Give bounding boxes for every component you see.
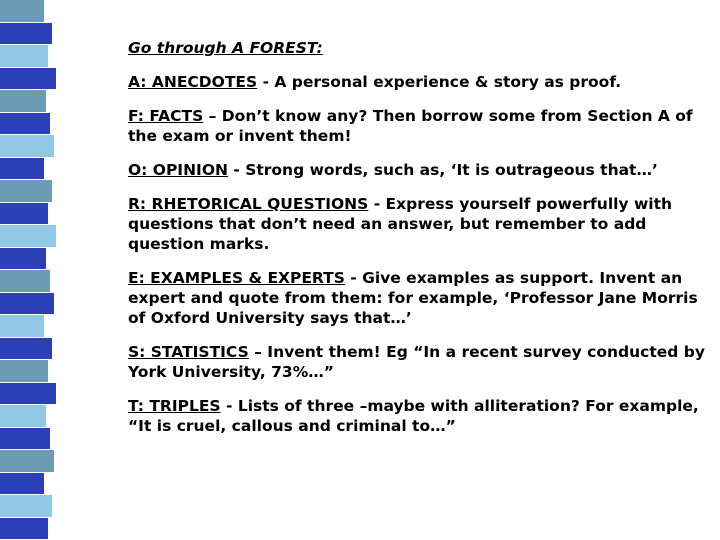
item-text: - Lists of three –maybe with alliteration? For example, “It is cruel, callous and criminal to…” bbox=[128, 397, 699, 435]
strip-block bbox=[0, 90, 60, 113]
strip-block-fill bbox=[0, 450, 54, 472]
list-item-examples-experts bbox=[128, 268, 708, 328]
strip-block bbox=[0, 495, 60, 518]
strip-block bbox=[0, 338, 60, 361]
strip-block bbox=[0, 225, 60, 248]
list-item-rhetorical-questions bbox=[128, 194, 708, 254]
strip-block bbox=[0, 315, 60, 338]
item-key: T: TRIPLES bbox=[128, 397, 221, 415]
strip-block bbox=[0, 23, 60, 46]
strip-block bbox=[0, 0, 60, 23]
strip-block-fill bbox=[0, 113, 50, 135]
item-text: - Express yourself powerfully with questions that don’t need an answer, but remember to add question marks. bbox=[128, 195, 673, 253]
strip-block-fill bbox=[0, 360, 48, 382]
strip-block bbox=[0, 293, 60, 316]
list-item-statistics bbox=[128, 342, 708, 382]
strip-block bbox=[0, 270, 60, 293]
strip-block bbox=[0, 158, 60, 181]
strip-block bbox=[0, 248, 60, 271]
slide-content bbox=[128, 38, 708, 450]
item-text: – Don’t know any? Then borrow some from Section A of the exam or invent them! bbox=[128, 107, 693, 145]
strip-block-fill bbox=[0, 180, 52, 202]
list-item-opinion bbox=[128, 160, 708, 180]
strip-block-fill bbox=[0, 315, 44, 337]
strip-block bbox=[0, 428, 60, 451]
strip-block-fill bbox=[0, 68, 56, 90]
slide-title: Go through A FOREST: bbox=[128, 39, 323, 57]
item-text: - Give examples as support. Invent an expert and quote from them: for example, ‘Professor Jane Morris of Oxford University says that…’ bbox=[128, 269, 698, 327]
item-text: - Strong words, such as, ‘It is outrageous that…’ bbox=[227, 161, 658, 179]
list-item-facts bbox=[128, 106, 708, 146]
item-key: F: FACTS bbox=[128, 107, 204, 125]
strip-block bbox=[0, 203, 60, 226]
strip-block bbox=[0, 518, 60, 540]
strip-block-fill bbox=[0, 90, 46, 112]
item-key: E: EXAMPLES & EXPERTS bbox=[128, 269, 345, 287]
strip-block bbox=[0, 383, 60, 406]
strip-block-fill bbox=[0, 135, 54, 157]
strip-block-fill bbox=[0, 270, 50, 292]
strip-block bbox=[0, 68, 60, 91]
strip-block-fill bbox=[0, 23, 52, 45]
strip-block-fill bbox=[0, 428, 50, 450]
item-text: – Invent them! Eg “In a recent survey conducted by York University, 73%…” bbox=[128, 343, 705, 381]
strip-block-fill bbox=[0, 45, 48, 67]
strip-block-fill bbox=[0, 518, 48, 540]
strip-block-fill bbox=[0, 203, 48, 225]
strip-block-fill bbox=[0, 225, 56, 247]
list-item-anecdotes bbox=[128, 72, 708, 92]
strip-block-fill bbox=[0, 0, 44, 22]
item-key: O: OPINION bbox=[128, 161, 228, 179]
item-key: A: ANECDOTES bbox=[128, 73, 258, 91]
strip-block-fill bbox=[0, 405, 46, 427]
strip-block-fill bbox=[0, 293, 54, 315]
list-item-triples bbox=[128, 396, 708, 436]
strip-block-fill bbox=[0, 158, 44, 180]
strip-block-fill bbox=[0, 248, 46, 270]
strip-block-fill bbox=[0, 495, 52, 517]
item-key: R: RHETORICAL QUESTIONS bbox=[128, 195, 369, 213]
decorative-left-strip bbox=[0, 0, 60, 540]
strip-block bbox=[0, 473, 60, 496]
item-key: S: STATISTICS bbox=[128, 343, 249, 361]
strip-block bbox=[0, 450, 60, 473]
item-text: - A personal experience & story as proof. bbox=[257, 73, 622, 91]
strip-block bbox=[0, 405, 60, 428]
strip-block-fill bbox=[0, 383, 56, 405]
strip-block bbox=[0, 360, 60, 383]
strip-block bbox=[0, 113, 60, 136]
strip-block bbox=[0, 45, 60, 68]
strip-block bbox=[0, 180, 60, 203]
strip-block-fill bbox=[0, 338, 52, 360]
strip-block-fill bbox=[0, 473, 44, 495]
strip-block bbox=[0, 135, 60, 158]
